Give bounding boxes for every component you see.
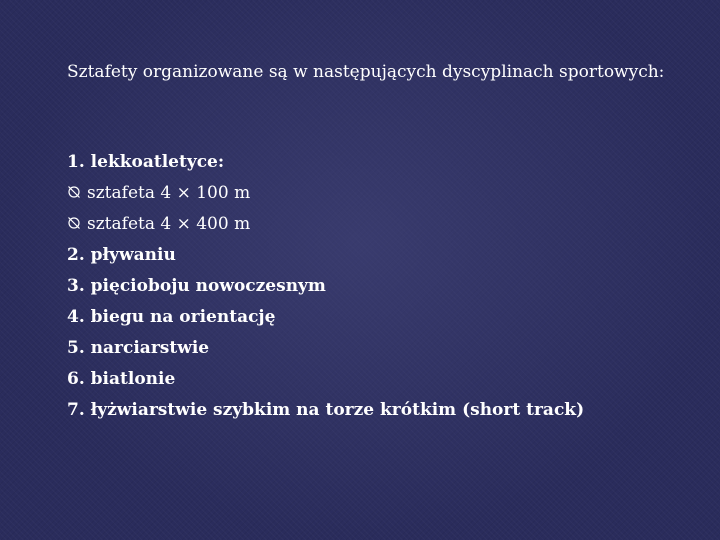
list-item-label: 4. biegu na orientację xyxy=(67,307,276,327)
list-item-label: 6. biatlonie xyxy=(67,369,176,389)
list-item xyxy=(67,364,707,395)
circle-slash-bullet-icon xyxy=(67,216,81,230)
circle-slash-bullet-icon xyxy=(67,185,81,199)
list-item xyxy=(67,271,707,302)
intro-text: Sztafety organizowane są w następujących dyscyplinach sportowych: xyxy=(67,62,665,82)
list-subitem xyxy=(67,178,707,209)
list-item xyxy=(67,147,707,178)
list-item-label: 5. narciarstwie xyxy=(67,338,210,358)
list-item xyxy=(67,333,707,364)
list-subitem xyxy=(67,209,707,240)
list-item-label: 1. lekkoatletyce: xyxy=(67,152,225,172)
list-item-label: 7. łyżwiarstwie szybkim na torze krótkim (short track) xyxy=(67,400,585,420)
list-item xyxy=(67,240,707,271)
list-item xyxy=(67,395,707,426)
list-item xyxy=(67,302,707,333)
list-item-label: 2. pływaniu xyxy=(67,245,176,265)
list-subitem-label: sztafeta 4 × 100 m xyxy=(87,183,251,203)
discipline-list xyxy=(67,147,707,426)
list-item-label: 3. pięcioboju nowoczesnym xyxy=(67,276,326,296)
list-subitem-label: sztafeta 4 × 400 m xyxy=(87,214,251,234)
